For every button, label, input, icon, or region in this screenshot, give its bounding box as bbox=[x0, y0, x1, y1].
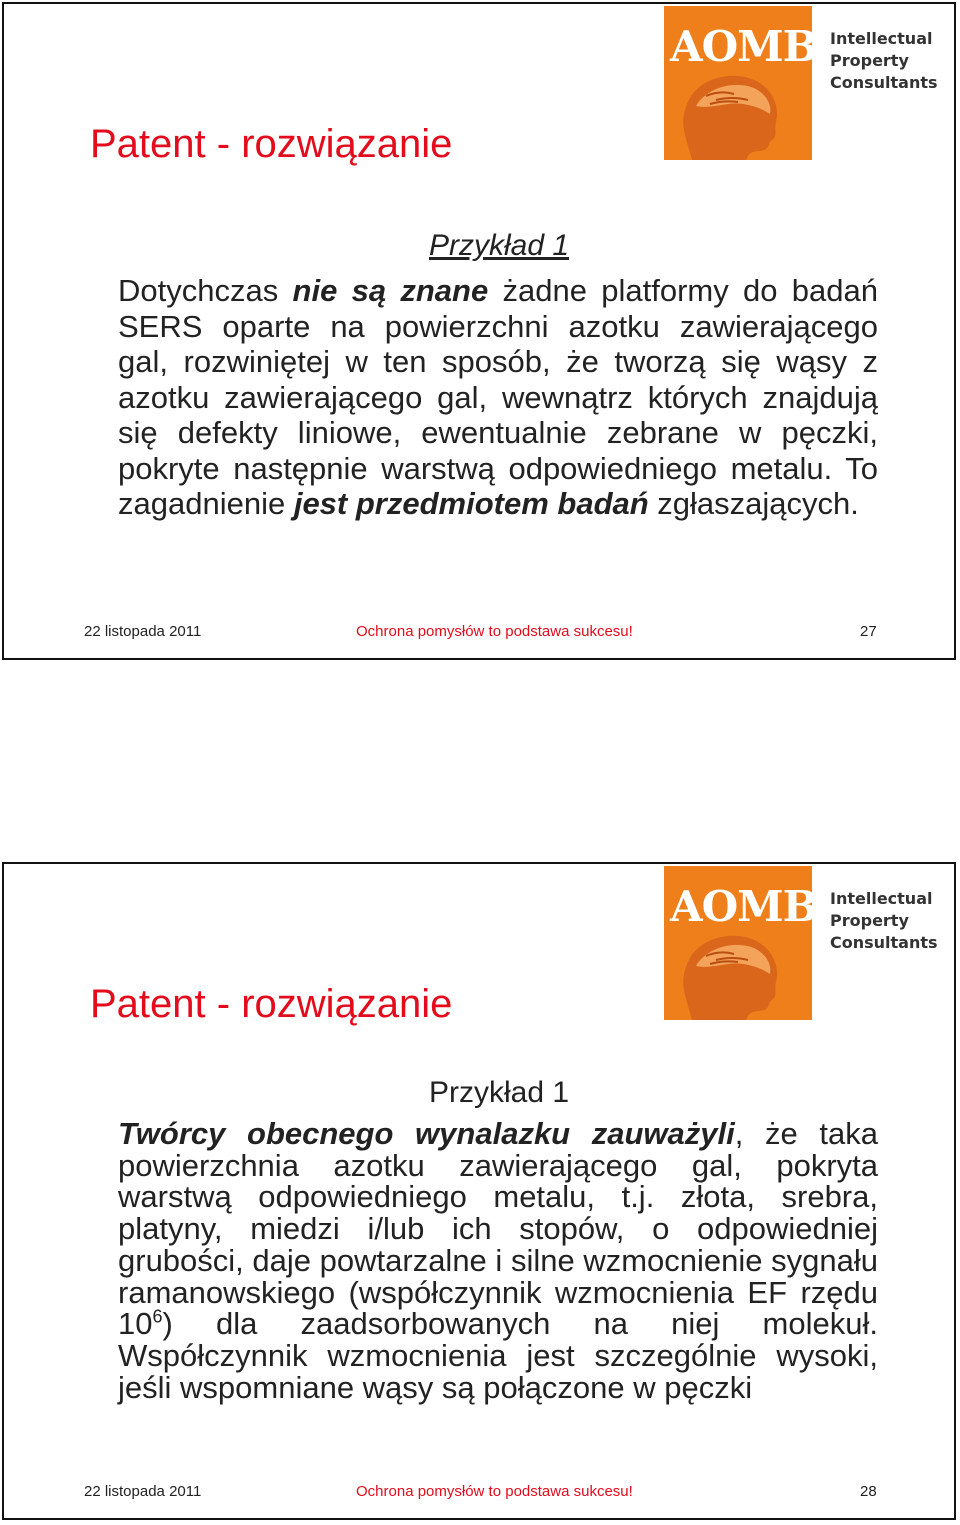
logo-line-intellectual: Intellectual bbox=[830, 29, 933, 48]
logo-brand-text: AOMB bbox=[670, 882, 818, 931]
logo-orange-block bbox=[664, 6, 818, 160]
slide-28 bbox=[2, 862, 956, 1520]
body-segment: , że taka powierzchnia azotku zawierającego gal, pokryta warstwą odpowiedniego metalu, t.j. złota, srebra, platyny, miedzi i/lub ich stopów, o odpowiedniej grubości, daje powtarzalne i silne wzmocnienie sygnału ramanowskiego (współczynnik wzmocnienia EF rzędu 10 bbox=[118, 1116, 878, 1342]
footer-slogan: Ochrona pomysłów to podstawa sukcesu! bbox=[356, 1483, 633, 1500]
page-number: 27 bbox=[860, 623, 877, 640]
body-segment: zgłaszających. bbox=[648, 486, 859, 521]
logo-line-consultants: Consultants bbox=[830, 933, 938, 952]
footer-slogan: Ochrona pomysłów to podstawa sukcesu! bbox=[356, 623, 633, 640]
body-segment: ) dla zaadsorbowanych na niej molekuł. Współczynnik wzmocnienia jest szczególnie wysoki, jeśli wspomniane wąsy są połączone w pęczki bbox=[118, 1306, 878, 1405]
slide-title: Patent - rozwiązanie bbox=[90, 982, 453, 1026]
logo-tagline bbox=[830, 28, 938, 94]
superscript-exponent: 6 bbox=[152, 1306, 163, 1327]
body-segment: Dotychczas bbox=[118, 273, 293, 308]
body-emphasis: jest przedmiotem badań bbox=[293, 486, 649, 521]
slide-body-text bbox=[118, 1118, 878, 1403]
slide-27 bbox=[2, 2, 956, 660]
body-segment: żadne platformy do badań SERS oparte na powierzchni azotku zawierającego gal, rozwiniętej w ten sposób, że tworzą się wąsy z azotku zawierającego gal, wewnątrz których znajdują się defekty liniowe, ewentualnie zebrane w pęczki, pokryte następnie warstwą odpowiedniego metalu. To zagadnienie bbox=[118, 273, 878, 521]
page-number: 28 bbox=[860, 1483, 877, 1500]
footer-date: 22 listopada 2011 bbox=[84, 1483, 202, 1500]
footer-date: 22 listopada 2011 bbox=[84, 623, 202, 640]
slide-body-text bbox=[118, 273, 878, 522]
logo-line-property: Property bbox=[830, 911, 909, 930]
brain-head-icon bbox=[672, 66, 790, 160]
body-emphasis: nie są znane bbox=[292, 273, 489, 308]
logo-line-property: Property bbox=[830, 51, 909, 70]
logo-line-consultants: Consultants bbox=[830, 73, 938, 92]
aomb-logo bbox=[664, 6, 956, 160]
logo-orange-block bbox=[664, 866, 818, 1020]
slide-title: Patent - rozwiązanie bbox=[90, 122, 453, 166]
logo-line-intellectual: Intellectual bbox=[830, 889, 933, 908]
aomb-logo bbox=[664, 866, 956, 1020]
example-label: Przykład 1 bbox=[428, 229, 570, 262]
body-emphasis: Twórcy obecnego wynalazku zauważyli bbox=[118, 1116, 735, 1151]
example-label: Przykład 1 bbox=[428, 1076, 570, 1109]
logo-tagline bbox=[830, 888, 938, 954]
brain-head-icon bbox=[672, 926, 790, 1020]
logo-brand-text: AOMB bbox=[670, 22, 818, 71]
